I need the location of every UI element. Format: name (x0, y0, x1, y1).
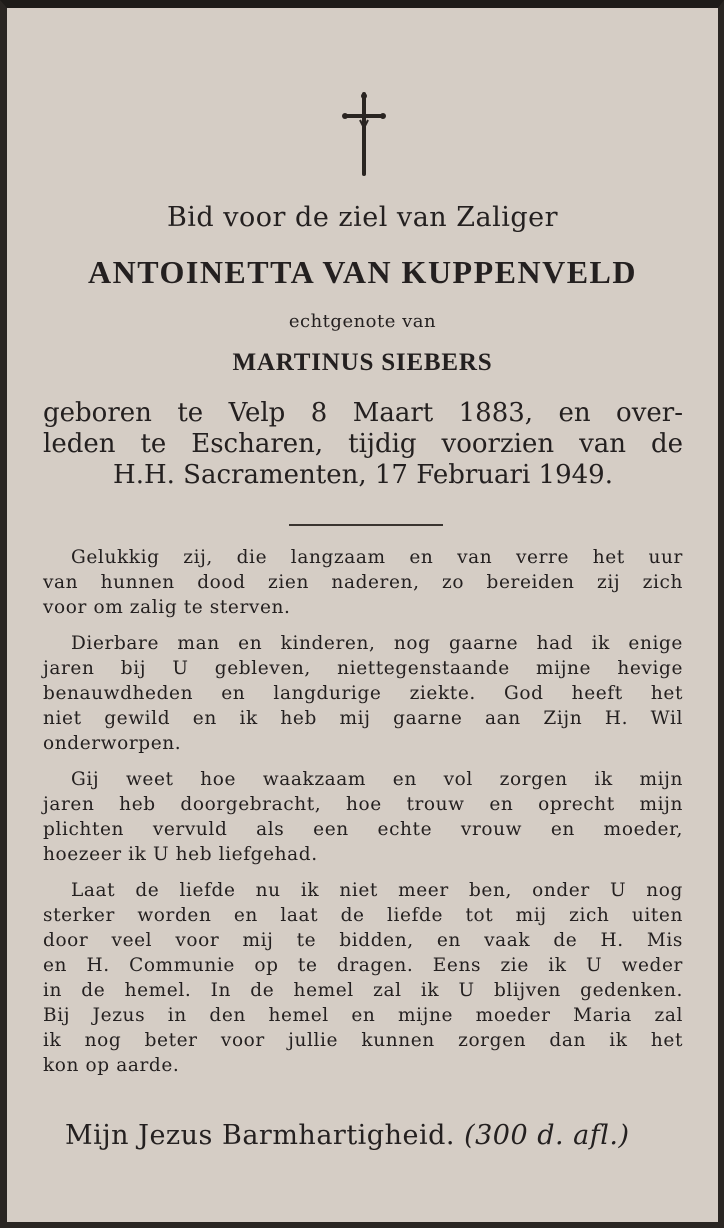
closing-prayer (65, 1120, 630, 1151)
spouse-name: MARTINUS SIEBERS (232, 349, 493, 376)
indulgence-note: (300 d. afl.) (464, 1120, 630, 1151)
text-line: hoezeer ik U heb liefgehad. (43, 844, 318, 865)
text-line: ik nog beter voor jullie kunnen zorgen dan ik het (43, 1030, 683, 1051)
text-line: jaren heb doorgebracht, hoe trouw en oprecht mijn (43, 794, 683, 815)
text-line: in de hemel. In de hemel zal ik U blijven gedenken. (43, 980, 683, 1001)
text-line: van hunnen dood zien naderen, zo bereiden zij zich (43, 572, 683, 593)
text-line: Dierbare man en kinderen, nog gaarne had ik enige (71, 633, 683, 654)
prayer-heading: Bid voor de ziel van Zaliger (166, 202, 559, 233)
bio-line: geboren te Velp 8 Maart 1883, en over- (43, 398, 683, 428)
text-line: jaren bij U gebleven, niettegenstaande mijne hevige (43, 658, 683, 679)
text-line: door veel voor mij te bidden, en vaak de H. Mis (43, 930, 683, 951)
text-line: plichten vervuld als een echte vrouw en moeder, (43, 819, 683, 840)
text-line: sterker worden en laat de liefde tot mij zich uiten (43, 905, 683, 926)
cross-icon (341, 92, 387, 176)
paragraph (43, 767, 683, 867)
text-line: benauwdheden en langdurige ziekte. God heeft het (43, 683, 683, 704)
text-line: kon op aarde. (43, 1055, 180, 1076)
text-line: Bij Jezus in den hemel en mijne moeder Maria zal (43, 1005, 683, 1026)
closing-prayer-text: Mijn Jezus Barmhartigheid. (65, 1120, 455, 1151)
biography (43, 398, 683, 491)
text-line: voor om zalig te sterven. (43, 597, 291, 618)
paragraph (43, 631, 683, 756)
text-line: Gij weet hoe waakzaam en vol zorgen ik mijn (71, 769, 683, 790)
bio-line: leden te Escharen, tijdig voorzien van de (43, 429, 683, 459)
text-line: Gelukkig zij, die langzaam en van verre het uur (71, 547, 683, 568)
bio-line: H.H. Sacramenten, 17 Februari 1949. (113, 460, 613, 490)
relation-label: echtgenote van (288, 311, 437, 332)
text-line: en H. Communie op te dragen. Eens zie ik U weder (43, 955, 683, 976)
paragraph (43, 878, 683, 1078)
text-line: Laat de liefde nu ik niet meer ben, onder U nog (71, 880, 683, 901)
divider (289, 524, 443, 526)
paragraph (43, 545, 683, 620)
memorial-text (43, 545, 683, 1089)
deceased-name: ANTOINETTA VAN KUPPENVELD (87, 254, 637, 290)
text-line: niet gewild en ik heb mij gaarne aan Zijn H. Wil (43, 708, 683, 729)
text-line: onderworpen. (43, 733, 182, 754)
